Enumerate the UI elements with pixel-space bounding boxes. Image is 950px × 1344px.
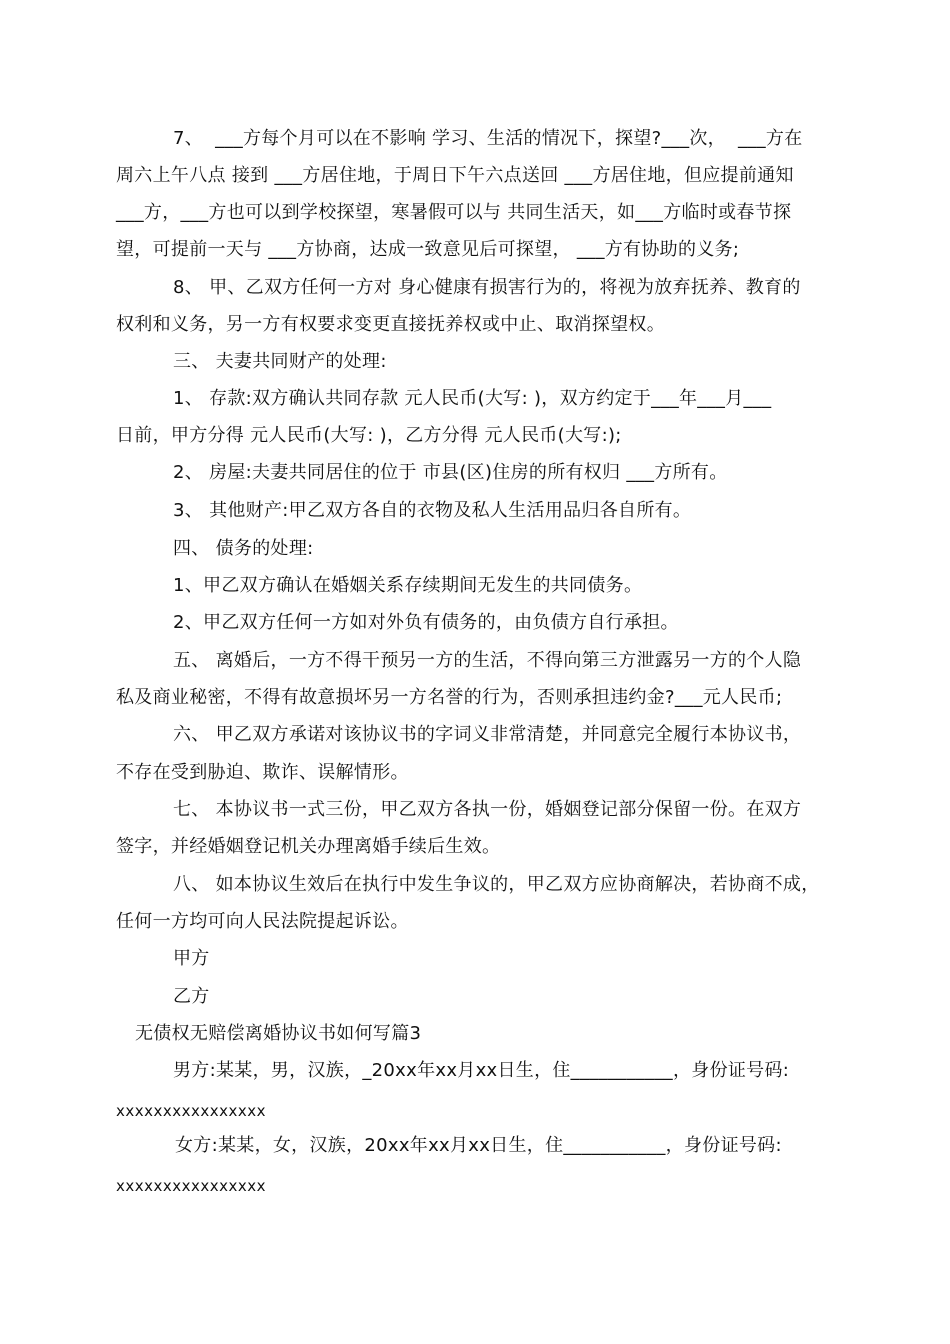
- text-line: 签字，并经婚姻登记机关办理离婚手续后生效。: [116, 836, 501, 857]
- section-heading: 三、 夫妻共同财产的处理:: [173, 351, 387, 372]
- text-line: 男方:某某，男，汉族，_20xx年xx月xx日生，住___________，身份证号码:: [173, 1060, 790, 1081]
- text-line: 2、甲乙双方任何一方如对外负有债务的，由负债方自行承担。: [173, 612, 679, 633]
- text-line: 私及商业秘密，不得有故意损坏另一方名誉的行为，否则承担违约金?___元人民币;: [116, 687, 783, 708]
- text-line: 望，可提前一天与 ___方协商，达成一致意见后可探望， ___方有协助的义务;: [116, 239, 740, 260]
- text-line: ___方，___方也可以到学校探望，寒暑假可以与 共同生活天，如___方临时或春节探: [116, 202, 792, 223]
- text-line: 1、甲乙双方确认在婚姻关系存续期间无发生的共同债务。: [173, 575, 643, 596]
- text-line: 2、 房屋:夫妻共同居住的位于 市县(区)住房的所有权归 ___方所有。: [173, 462, 728, 483]
- text-line: xxxxxxxxxxxxxxxx: [116, 1177, 267, 1195]
- text-line: 1、 存款:双方确认共同存款 元人民币(大写: )，双方约定于___年___月___: [173, 388, 772, 409]
- text-line: 八、 如本协议生效后在执行中发生争议的，甲乙双方应协商解决，若协商不成，: [173, 874, 820, 895]
- party-a-signature-label: 甲方: [173, 948, 210, 969]
- text-line: xxxxxxxxxxxxxxxx: [116, 1102, 267, 1120]
- text-line: 任何一方均可向人民法院提起诉讼。: [116, 911, 409, 932]
- text-line: 七、 本协议书一式三份，甲乙双方各执一份，婚姻登记部分保留一份。在双方: [173, 799, 802, 820]
- text-line: 7、 ___方每个月可以在不影响 学习、生活的情况下，探望?___次， ___方在: [173, 128, 803, 149]
- text-line: 3、 其他财产:甲乙双方各自的衣物及私人生活用品归各自所有。: [173, 500, 692, 521]
- text-line: 女方:某某，女，汉族，20xx年xx月xx日生，住___________，身份证号码:: [175, 1135, 782, 1156]
- text-line: 六、 甲乙双方承诺对该协议书的字词义非常清楚，并同意完全履行本协议书，: [173, 724, 802, 745]
- party-b-signature-label: 乙方: [173, 986, 210, 1007]
- text-line: 周六上午八点 接到 ___方居住地，于周日下午六点送回 ___方居住地，但应提前通知: [116, 165, 794, 186]
- text-line: 8、 甲、乙双方任何一方对 身心健康有损害行为的，将视为放弃抚养、教育的: [173, 277, 801, 298]
- text-line: 五、 离婚后，一方不得干预另一方的生活，不得向第三方泄露另一方的个人隐: [173, 650, 802, 671]
- text-line: 不存在受到胁迫、欺诈、误解情形。: [116, 762, 409, 783]
- text-line: 权利和义务，另一方有权要求变更直接抚养权或中止、取消探望权。: [116, 314, 665, 335]
- article-title: 无债权无赔偿离婚协议书如何写篇3: [135, 1023, 422, 1044]
- text-line: 日前，甲方分得 元人民币(大写: )，乙方分得 元人民币(大写:);: [116, 425, 622, 446]
- section-heading: 四、 债务的处理:: [173, 538, 314, 559]
